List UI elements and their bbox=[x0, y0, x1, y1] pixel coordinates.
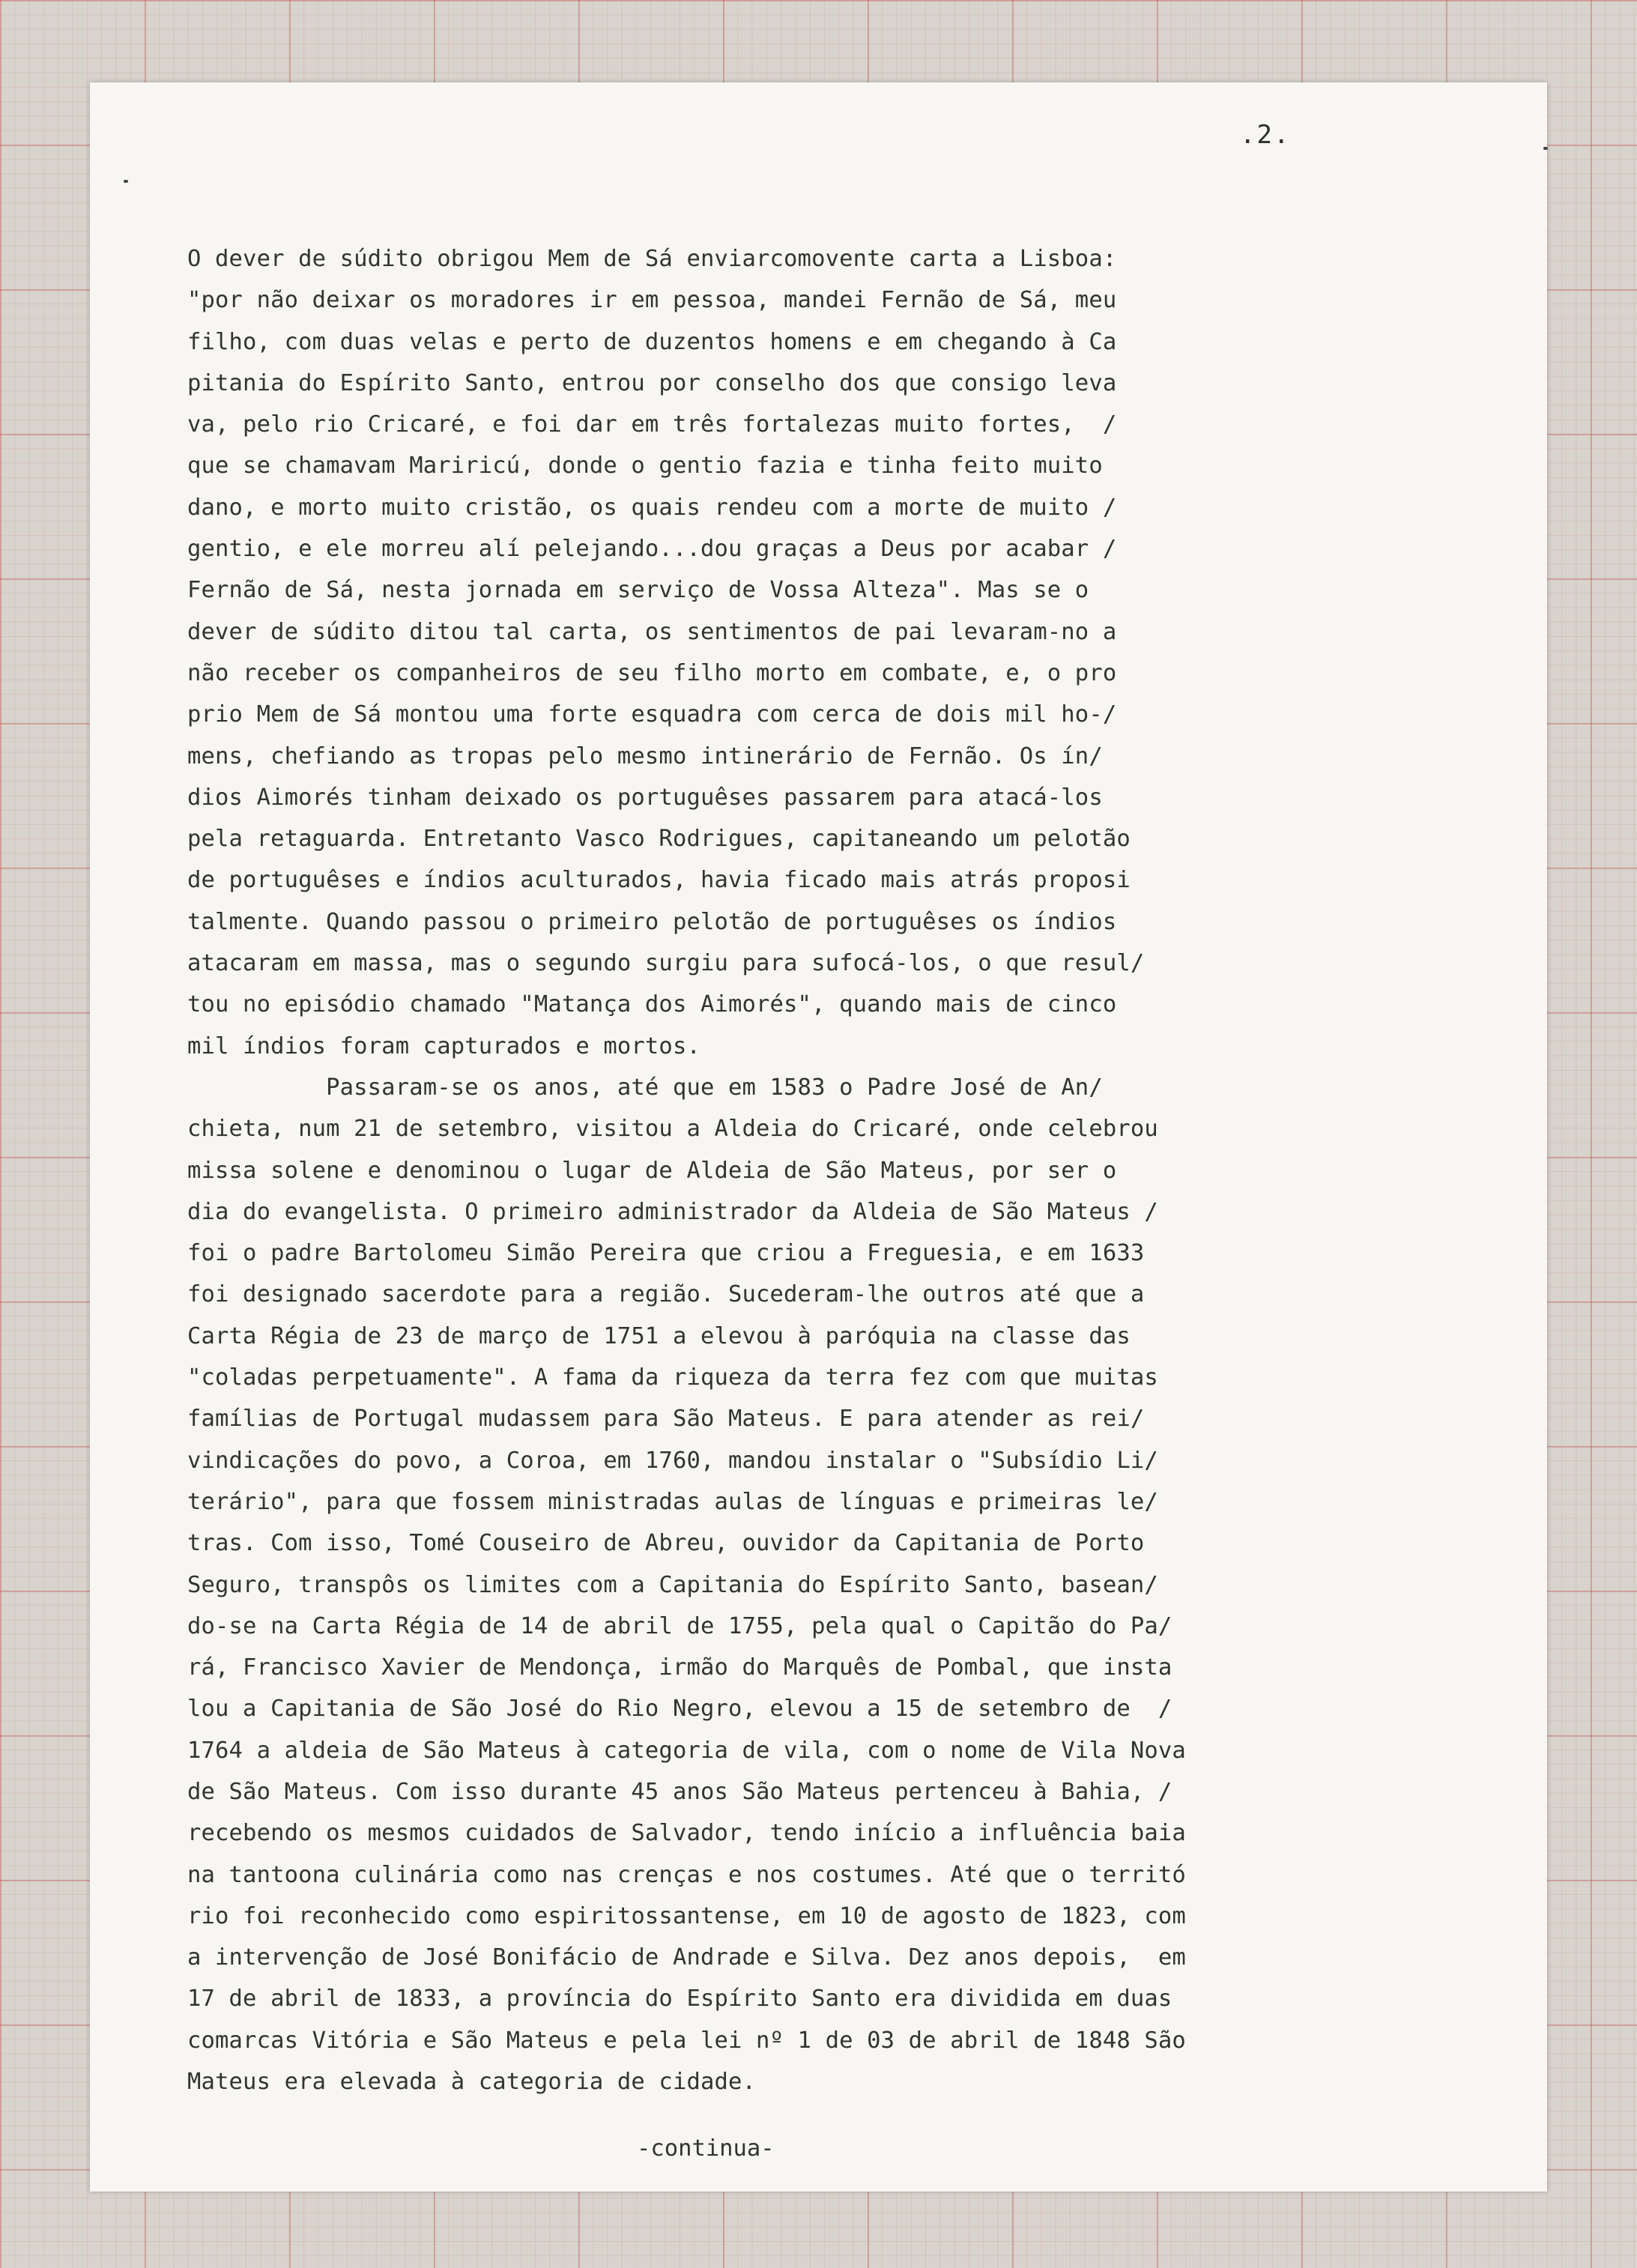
text-line: gentio, e ele morreu alí pelejando...dou graças a Deus por acabar / bbox=[187, 536, 1117, 563]
page-number: .2. bbox=[1240, 120, 1291, 150]
text-line: foi designado sacerdote para a região. Sucederam-lhe outros até que a bbox=[187, 1281, 1145, 1308]
body-text bbox=[187, 238, 1483, 2102]
text-line: de São Mateus. Com isso durante 45 anos São Mateus pertenceu à Bahia, / bbox=[187, 1778, 1172, 1805]
text-line: na tantoona culinária como nas crenças e nos costumes. Até que o territó bbox=[187, 1861, 1186, 1888]
text-line: chieta, num 21 de setembro, visitou a Aldeia do Cricaré, onde celebrou bbox=[187, 1116, 1158, 1143]
text-line: "coladas perpetuamente". A fama da riqueza da terra fez com que muitas bbox=[187, 1364, 1158, 1391]
text-line: rá, Francisco Xavier de Mendonça, irmão do Marquês de Pombal, que insta bbox=[187, 1654, 1172, 1681]
text-line: talmente. Quando passou o primeiro pelotão de portuguêses os índios bbox=[187, 908, 1117, 935]
text-line: dano, e morto muito cristão, os quais rendeu com a morte de muito / bbox=[187, 494, 1117, 521]
text-line: Seguro, transpôs os limites com a Capitania do Espírito Santo, basean/ bbox=[187, 1571, 1158, 1598]
text-line: missa solene e denominou o lugar de Aldeia de São Mateus, por ser o bbox=[187, 1157, 1117, 1184]
continua-label: -continua- bbox=[637, 2135, 775, 2162]
text-line: prio Mem de Sá montou uma forte esquadra com cerca de dois mil ho-/ bbox=[187, 701, 1117, 728]
text-line: atacaram em massa, mas o segundo surgiu para sufocá-los, o que resul/ bbox=[187, 950, 1145, 977]
text-line: terário", para que fossem ministradas aulas de línguas e primeiras le/ bbox=[187, 1488, 1158, 1515]
text-line: recebendo os mesmos cuidados de Salvador, tendo início a influência baia bbox=[187, 1820, 1186, 1847]
text-line: rio foi reconhecido como espiritossantense, em 10 de agosto de 1823, com bbox=[187, 1902, 1186, 1929]
text-line: pela retaguarda. Entretanto Vasco Rodrigues, capitaneando um pelotão bbox=[187, 826, 1131, 853]
text-line: foi o padre Bartolomeu Simão Pereira que criou a Freguesia, e em 1633 bbox=[187, 1240, 1145, 1267]
paper-speck bbox=[124, 180, 128, 183]
text-line: Passaram-se os anos, até que em 1583 o Padre José de An/ bbox=[187, 1074, 1103, 1101]
text-line: famílias de Portugal mudassem para São Mateus. E para atender as rei/ bbox=[187, 1406, 1145, 1433]
text-line: O dever de súdito obrigou Mem de Sá enviarcomovente carta a Lisboa: bbox=[187, 246, 1117, 272]
text-line: de portuguêses e índios aculturados, havia ficado mais atrás proposi bbox=[187, 867, 1131, 894]
text-line: 1764 a aldeia de São Mateus à categoria de vila, com o nome de Vila Nova bbox=[187, 1737, 1186, 1764]
text-line: tou no episódio chamado "Matança dos Aimorés", quando mais de cinco bbox=[187, 991, 1117, 1018]
text-line: comarcas Vitória e São Mateus e pela lei nº 1 de 03 de abril de 1848 São bbox=[187, 2027, 1186, 2054]
text-line: mens, chefiando as tropas pelo mesmo intinerário de Fernão. Os ín/ bbox=[187, 743, 1103, 769]
text-line: não receber os companheiros de seu filho morto em combate, e, o pro bbox=[187, 659, 1117, 686]
text-line: pitania do Espírito Santo, entrou por conselho dos que consigo leva bbox=[187, 369, 1117, 396]
text-line: lou a Capitania de São José do Rio Negro, elevou a 15 de setembro de / bbox=[187, 1696, 1172, 1723]
paper-speck bbox=[1543, 147, 1548, 150]
text-line: dever de súdito ditou tal carta, os sentimentos de pai levaram-no a bbox=[187, 618, 1117, 645]
text-line: que se chamavam Mariricú, donde o gentio fazia e tinha feito muito bbox=[187, 453, 1103, 480]
text-line: Mateus era elevada à categoria de cidade. bbox=[187, 2069, 757, 2096]
text-line: Fernão de Sá, nesta jornada em serviço de Vossa Alteza". Mas se o bbox=[187, 577, 1089, 604]
text-line: 17 de abril de 1833, a província do Espírito Santo era dividida em duas bbox=[187, 1986, 1172, 2013]
text-line: Carta Régia de 23 de março de 1751 a elevou à paróquia na classe das bbox=[187, 1322, 1131, 1349]
text-line: a intervenção de José Bonifácio de Andrade e Silva. Dez anos depois, em bbox=[187, 1944, 1186, 1971]
text-line: "por não deixar os moradores ir em pessoa, mandei Fernão de Sá, meu bbox=[187, 287, 1117, 314]
text-line: vindicações do povo, a Coroa, em 1760, mandou instalar o "Subsídio Li/ bbox=[187, 1447, 1158, 1474]
text-line: dia do evangelista. O primeiro administrador da Aldeia de São Mateus / bbox=[187, 1198, 1158, 1225]
text-line: dios Aimorés tinham deixado os portuguêses passarem para atacá-los bbox=[187, 784, 1103, 811]
text-line: filho, com duas velas e perto de duzentos homens e em chegando à Ca bbox=[187, 328, 1117, 355]
text-line: mil índios foram capturados e mortos. bbox=[187, 1032, 701, 1059]
text-line: do-se na Carta Régia de 14 de abril de 1755, pela qual o Capitão do Pa/ bbox=[187, 1612, 1172, 1639]
text-line: va, pelo rio Cricaré, e foi dar em três fortalezas muito fortes, / bbox=[187, 411, 1117, 438]
text-line: tras. Com isso, Tomé Couseiro de Abreu, ouvidor da Capitania de Porto bbox=[187, 1530, 1145, 1557]
